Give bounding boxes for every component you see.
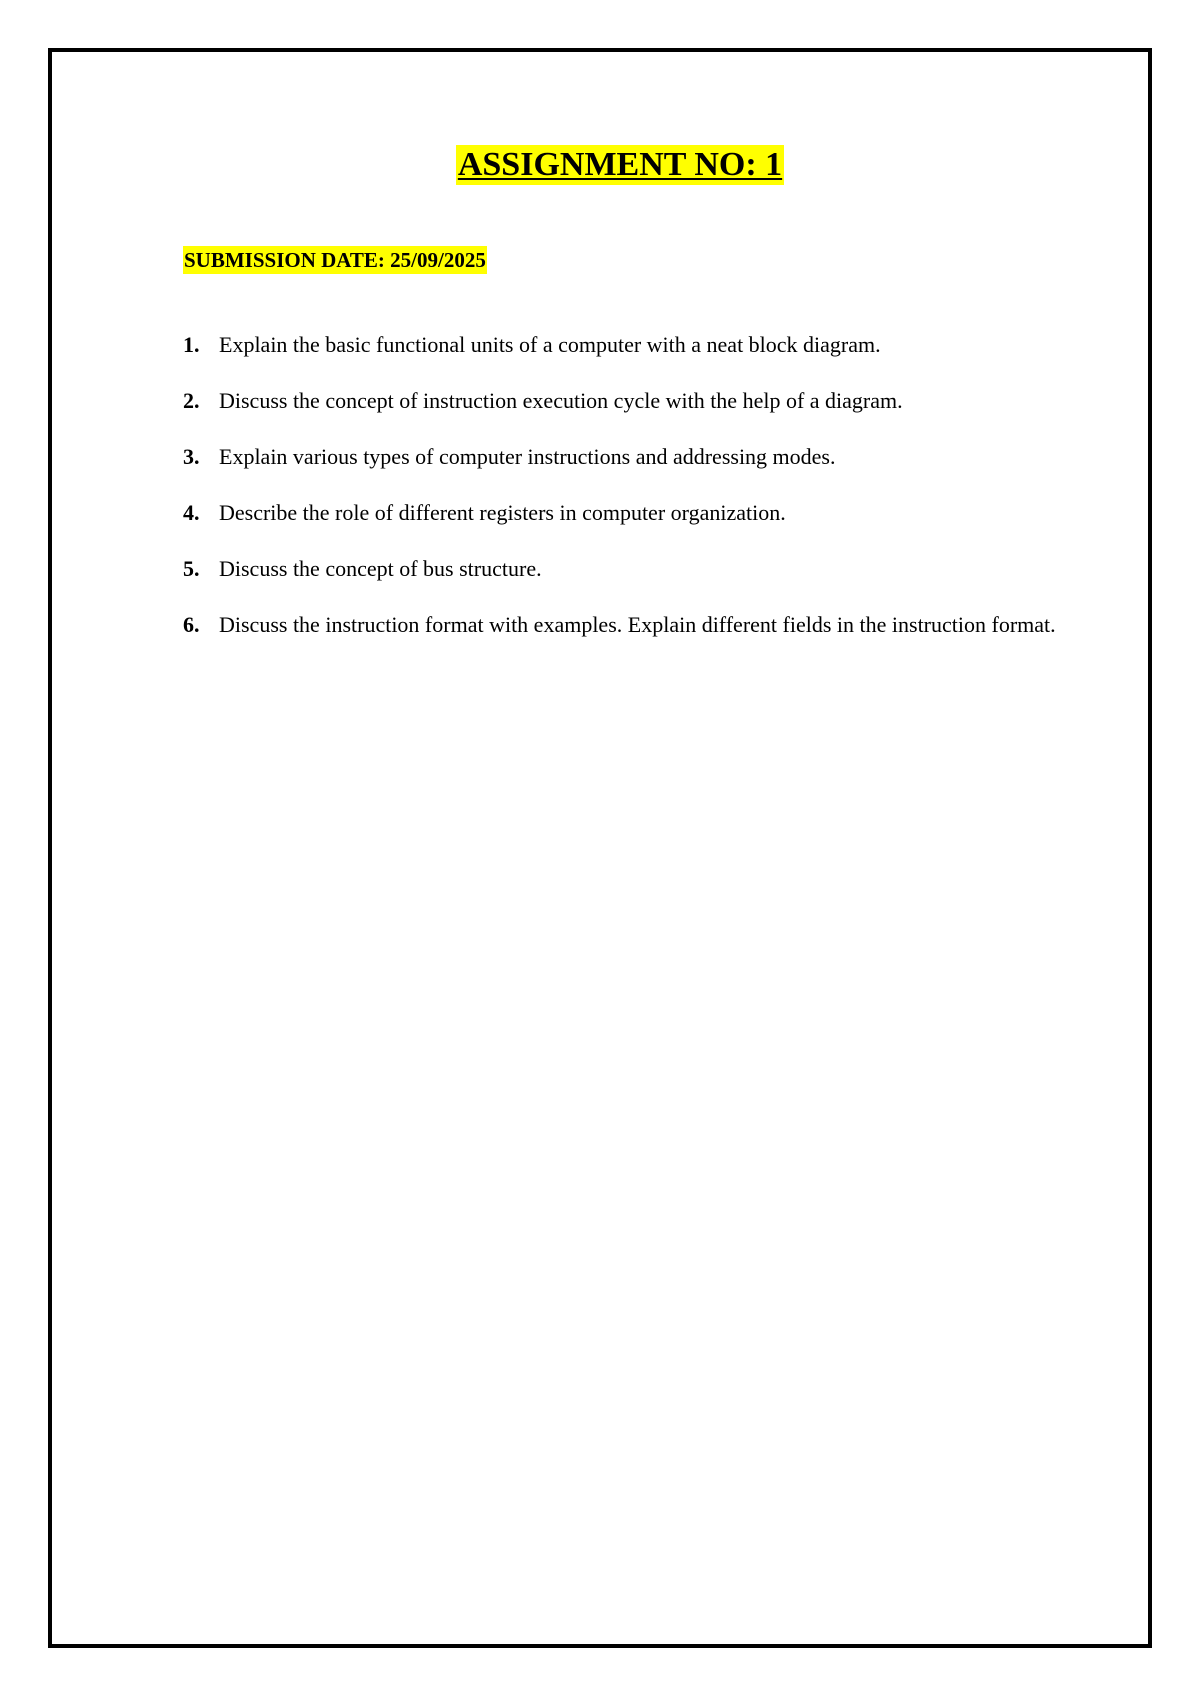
question-text: Discuss the instruction format with examples. Explain different fields in the instruction format. [219, 612, 1056, 637]
list-item [183, 485, 1063, 541]
question-text: Discuss the concept of bus structure. [219, 556, 542, 581]
question-list [183, 317, 1063, 653]
question-number: 1. [183, 332, 200, 357]
title-container [0, 145, 1200, 185]
question-number: 3. [183, 444, 200, 469]
question-number: 2. [183, 388, 200, 413]
question-text: Explain various types of computer instructions and addressing modes. [219, 444, 836, 469]
page-border [48, 48, 1152, 1648]
question-number: 4. [183, 500, 200, 525]
question-number: 6. [183, 612, 200, 637]
question-text: Describe the role of different registers in computer organization. [219, 500, 786, 525]
assignment-title: ASSIGNMENT NO: 1 [457, 146, 783, 183]
question-text: Explain the basic functional units of a computer with a neat block diagram. [219, 332, 881, 357]
list-item [183, 541, 1063, 597]
question-number: 5. [183, 556, 200, 581]
list-item [183, 373, 1063, 429]
submission-date: SUBMISSION DATE: 25/09/2025 [184, 248, 486, 272]
list-item [183, 317, 1063, 373]
list-item [183, 597, 1063, 653]
list-item [183, 429, 1063, 485]
question-text: Discuss the concept of instruction execution cycle with the help of a diagram. [219, 388, 903, 413]
